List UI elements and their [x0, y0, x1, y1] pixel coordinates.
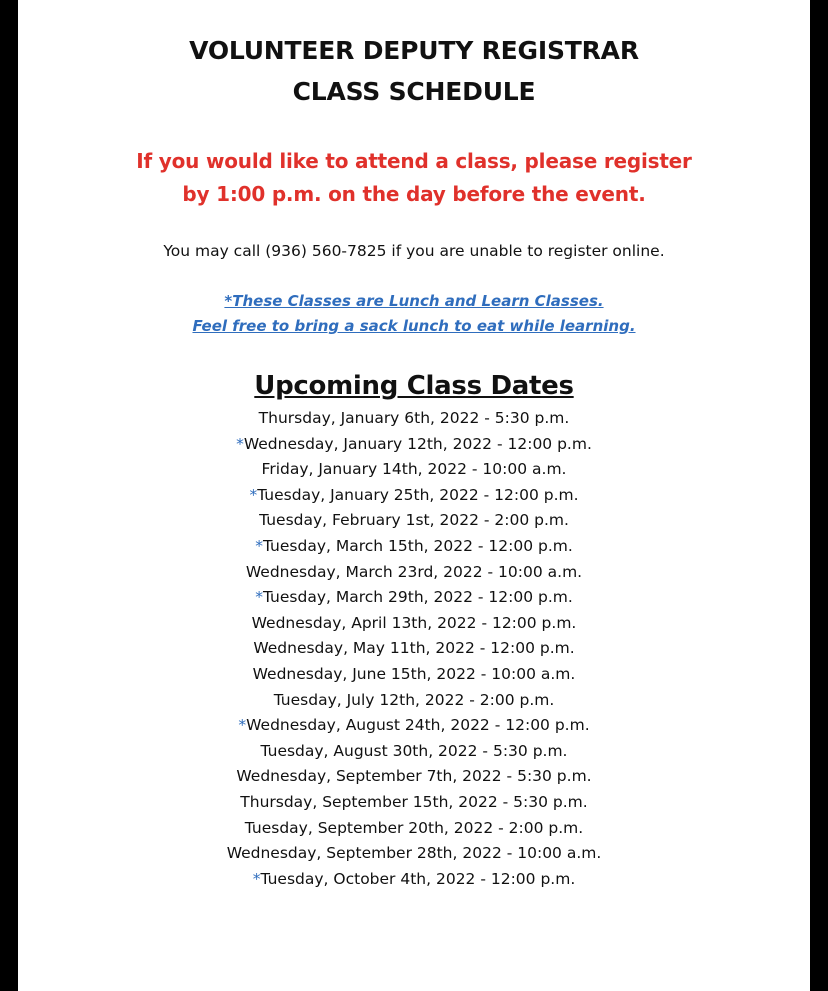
class-date-item [18, 739, 810, 765]
class-date-text: Tuesday, March 15th, 2022 - 12:00 p.m. [262, 536, 573, 555]
class-date-item [18, 432, 810, 458]
class-date-item [18, 534, 810, 560]
class-date-item [18, 636, 810, 662]
class-date-text: Thursday, January 6th, 2022 - 5:30 p.m. [258, 409, 570, 427]
class-date-item [18, 508, 810, 534]
class-dates-list [18, 406, 810, 892]
class-date-text: Wednesday, September 28th, 2022 - 10:00 a.m. [226, 844, 602, 863]
class-date-text: Wednesday, May 11th, 2022 - 12:00 p.m. [253, 639, 575, 658]
class-date-item [18, 483, 810, 509]
class-date-text: Tuesday, October 4th, 2022 - 12:00 p.m. [260, 869, 576, 888]
class-date-item [18, 841, 810, 867]
class-date-text: Tuesday, July 12th, 2022 - 2:00 p.m. [273, 690, 555, 709]
lunch-and-learn-link[interactable] [18, 289, 810, 339]
notice-line-2: by 1:00 p.m. on the day before the event. [182, 182, 646, 206]
lunch-class-marker: * [236, 434, 244, 453]
upcoming-dates-heading: Upcoming Class Dates [254, 371, 574, 401]
class-date-text: Tuesday, September 20th, 2022 - 2:00 p.m. [244, 818, 584, 837]
lunch-line-2[interactable]: Feel free to bring a sack lunch to eat while learning. [192, 317, 636, 335]
class-date-item [18, 713, 810, 739]
lunch-class-marker: * [249, 485, 258, 504]
class-date-text: Friday, January 14th, 2022 - 10:00 a.m. [261, 460, 567, 479]
class-date-text: Tuesday, March 29th, 2022 - 12:00 p.m. [262, 588, 573, 607]
class-date-item [18, 688, 810, 714]
phone-note: You may call (936) 560-7825 if you are unable to register online. [163, 242, 665, 260]
lunch-class-marker: * [255, 588, 263, 607]
class-date-text: Wednesday, April 13th, 2022 - 12:00 p.m. [251, 613, 577, 632]
document-title [18, 30, 810, 112]
class-date-item [18, 790, 810, 816]
lunch-class-marker: * [252, 869, 261, 888]
class-date-text: Wednesday, March 23rd, 2022 - 10:00 a.m. [245, 562, 583, 581]
class-date-text: Wednesday, August 24th, 2022 - 12:00 p.m. [246, 716, 590, 735]
lunch-line-1[interactable]: *These Classes are Lunch and Learn Classes. [224, 292, 604, 310]
class-date-text: Tuesday, January 25th, 2022 - 12:00 p.m. [257, 485, 579, 504]
class-date-text: Wednesday, September 7th, 2022 - 5:30 p.m. [236, 767, 592, 786]
title-line-1: VOLUNTEER DEPUTY REGISTRAR [189, 36, 639, 65]
class-date-item [18, 560, 810, 586]
class-date-item [18, 406, 810, 432]
class-date-item [18, 662, 810, 688]
class-date-item [18, 585, 810, 611]
lunch-class-marker: * [238, 716, 247, 735]
class-date-item [18, 764, 810, 790]
class-date-item [18, 611, 810, 637]
title-line-2: CLASS SCHEDULE [292, 77, 536, 106]
registration-notice [18, 145, 810, 211]
class-date-text: Tuesday, August 30th, 2022 - 5:30 p.m. [260, 741, 568, 760]
class-date-item [18, 457, 810, 483]
class-date-item [18, 816, 810, 842]
class-date-text: Tuesday, February 1st, 2022 - 2:00 p.m. [259, 511, 569, 530]
notice-line-1: If you would like to attend a class, please register [136, 149, 692, 173]
class-date-text: Thursday, September 15th, 2022 - 5:30 p.m. [240, 792, 588, 811]
class-date-text: Wednesday, June 15th, 2022 - 10:00 a.m. [252, 664, 576, 683]
document-page [18, 0, 810, 991]
class-date-item [18, 867, 810, 893]
lunch-class-marker: * [255, 536, 263, 555]
class-date-text: Wednesday, January 12th, 2022 - 12:00 p.m. [243, 434, 592, 453]
